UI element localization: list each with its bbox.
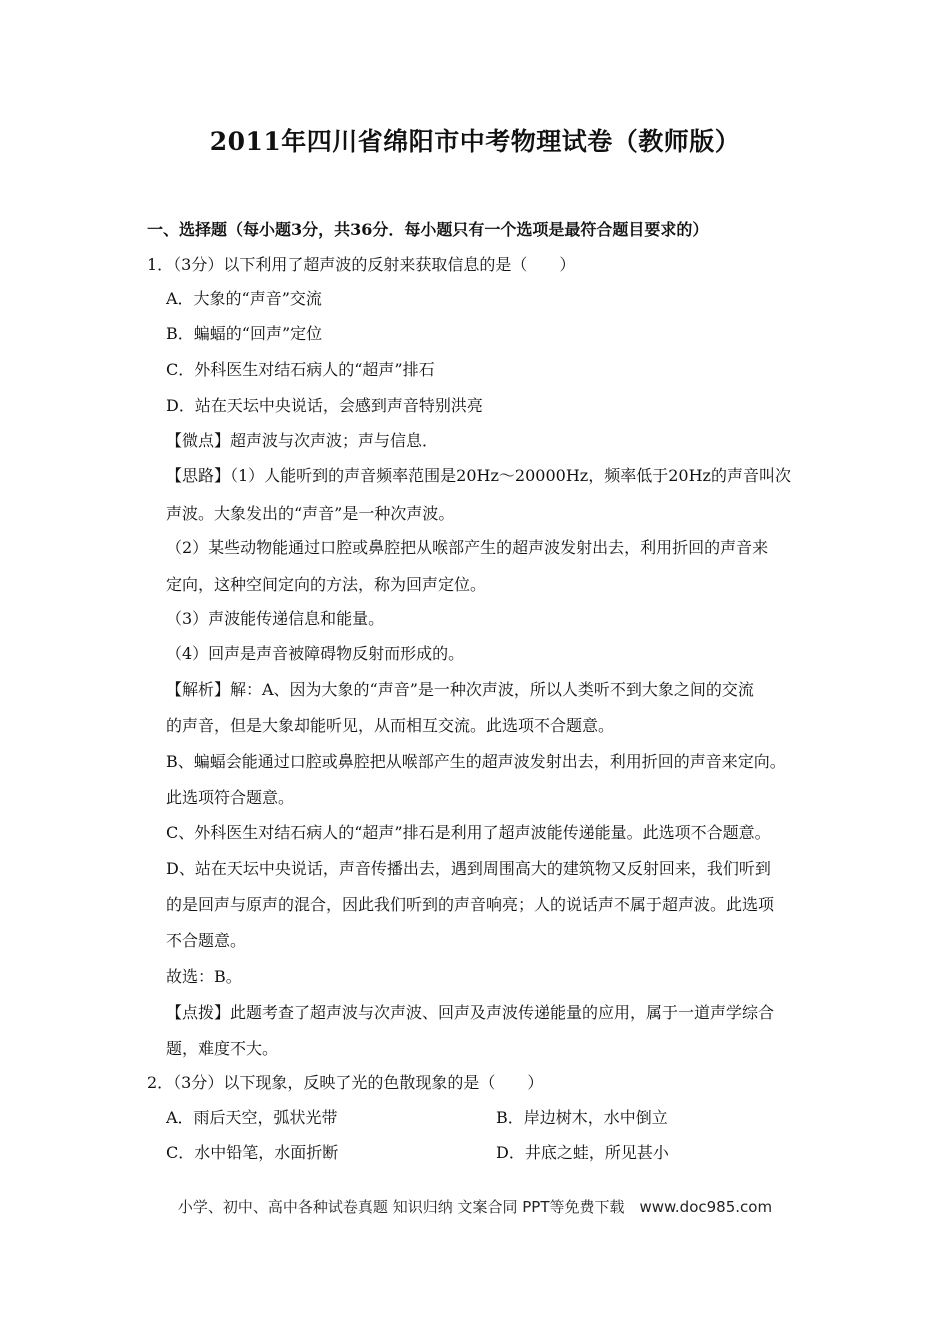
answer-line: 故选：B。	[166, 967, 242, 986]
silu-line: 定向，这种空间定向的方法，称为回声定位。	[166, 575, 487, 594]
question-2-option-d: D．井底之蛙，所见甚小	[496, 1143, 669, 1162]
question-1-option-d: D．站在天坛中央说话，会感到声音特别洪亮	[166, 396, 483, 415]
silu-line: （3）声波能传递信息和能量。	[166, 609, 385, 628]
question-2-stem: 2．（3分）以下现象，反映了光的色散现象的是（ ）	[147, 1073, 544, 1092]
jiexi-line: 不合题意。	[166, 931, 247, 950]
jiexi-line: D、站在天坛中央说话，声音传播出去，遇到周围高大的建筑物又反射回来，我们听到	[166, 859, 771, 878]
jiexi-line: 此选项符合题意。	[166, 788, 295, 807]
jiexi-line: 的是回声与原声的混合，因此我们听到的声音响亮；人的说话声不属于超声波。此选项	[166, 895, 775, 914]
jiexi-line: 【解析】解：A、因为大象的“声音”是一种次声波，所以人类听不到大象之间的交流	[166, 680, 754, 699]
question-1-stem: 1．（3分）以下利用了超声波的反射来获取信息的是（ ）	[147, 255, 576, 274]
silu-line: （4）回声是声音被障碍物反射而形成的。	[166, 644, 465, 663]
question-2-option-b: B．岸边树木，水中倒立	[496, 1108, 668, 1127]
weidian-note: 【微点】超声波与次声波；声与信息．	[166, 431, 439, 450]
question-1-option-b: B．蝙蝠的“回声”定位	[166, 324, 323, 343]
question-1-option-a: A．大象的“声音”交流	[166, 289, 322, 308]
dianbo-line: 题，难度不大。	[166, 1039, 279, 1058]
question-2-option-a: A．雨后天空，弧状光带	[166, 1108, 338, 1127]
question-2-option-c: C．水中铅笔，水面折断	[166, 1143, 339, 1162]
jiexi-line: B、蝙蝠会能通过口腔或鼻腔把从喉部产生的超声波发射出去，利用折回的声音来定向。	[166, 752, 786, 771]
page-title: 2011年四川省绵阳市中考物理试卷（教师版）	[209, 127, 741, 156]
dianbo-line: 【点拨】此题考查了超声波与次声波、回声及声波传递能量的应用，属于一道声学综合	[166, 1003, 775, 1022]
question-1-option-c: C．外科医生对结石病人的“超声”排石	[166, 360, 435, 379]
silu-line: 【思路】（1）人能听到的声音频率范围是20Hz～20000Hz，频率低于20Hz的声音叫次	[166, 466, 791, 485]
jiexi-line: 的声音，但是大象却能听见，从而相互交流。此选项不合题意。	[166, 716, 615, 735]
page-footer: 小学、初中、高中各种试卷真题 知识归纳 文案合同 PPT等免费下载 www.doc985.com	[177, 1198, 773, 1216]
jiexi-line: C、外科医生对结石病人的“超声”排石是利用了超声波能传递能量。此选项不合题意。	[166, 823, 771, 842]
silu-line: （2）某些动物能通过口腔或鼻腔把从喉部产生的超声波发射出去，利用折回的声音来	[166, 538, 769, 557]
section-heading: 一、选择题（每小题3分，共36分．每小题只有一个选项是最符合题目要求的）	[147, 220, 709, 239]
silu-line: 声波。大象发出的“声音”是一种次声波。	[166, 504, 455, 523]
